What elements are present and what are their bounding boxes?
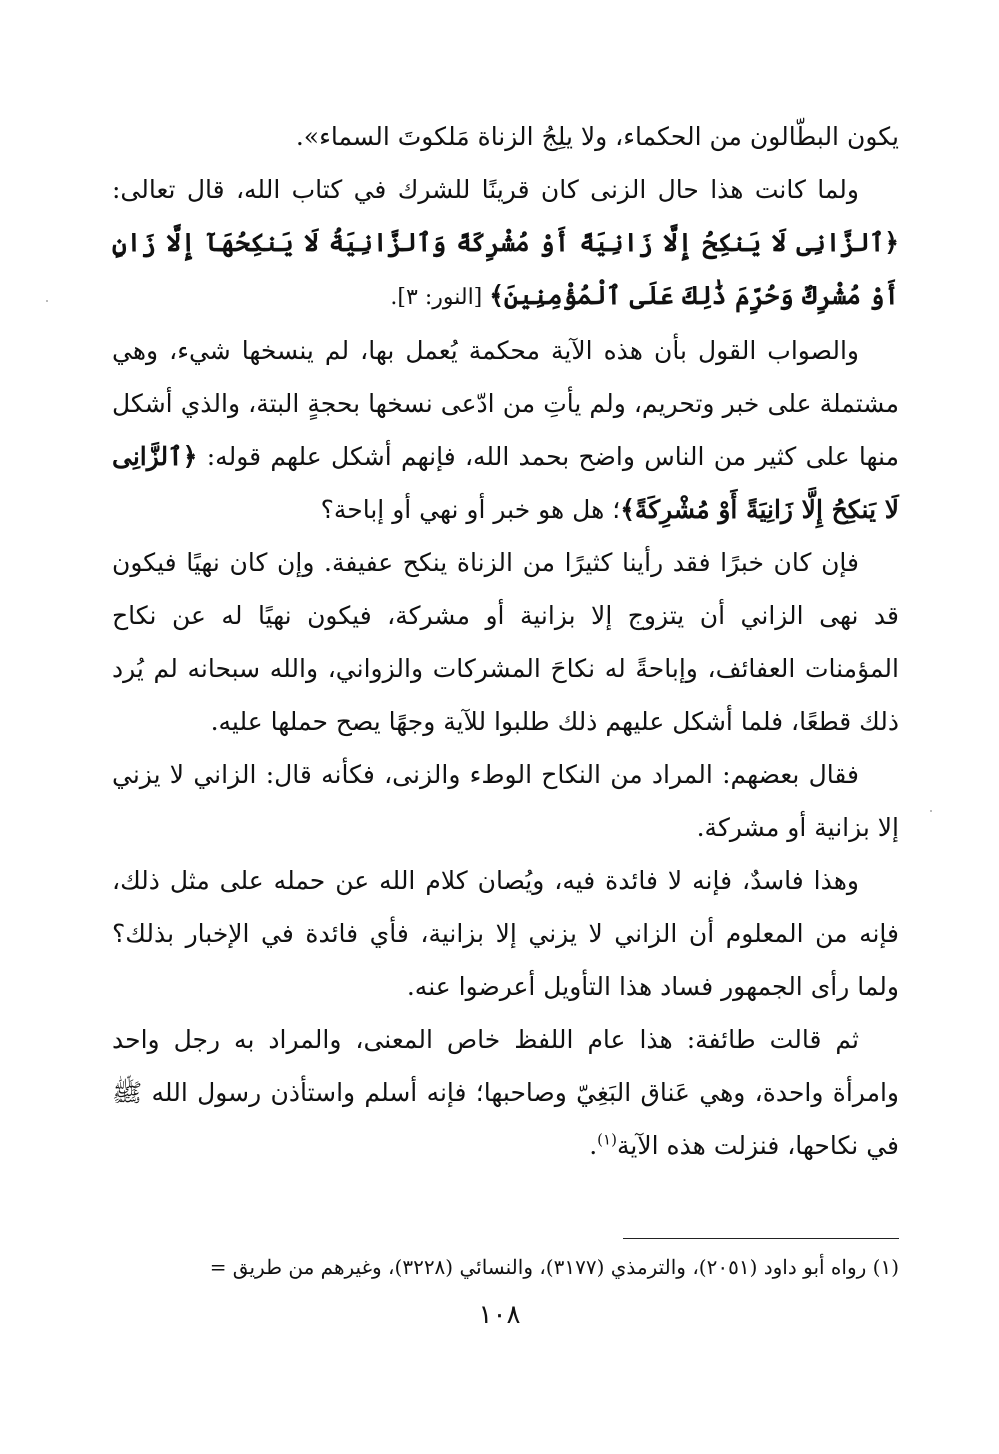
paragraph-text: ؛ هل هو خبر أو نهي أو إباحة؟: [320, 495, 621, 524]
paragraph-text: وهذا فاسدٌ، فإنه لا فائدة فيه، ويُصان كلام الله عن حمله على مثل ذلك، فإنه من المعلوم أن الزاني لا يزني إلا بزانية، فأي فائدة في الإخبار بذلك؟ ولما رأى الجمهور فساد هذا التأويل أعرضوا عنه.: [112, 866, 899, 1001]
verse-reference: [النور: ٣].: [390, 285, 490, 310]
quran-verse: ﴿ٱلزَّانِى لَا يَنكِحُ إِلَّا زَانِيَةً أَوْ مُشْرِكَةً وَٱلزَّانِيَةُ لَا يَنكِحُهَآ إِلَّا زَانٍ أَوْ مُشْرِكٌ وَحُرِّمَ ذَٰلِكَ عَلَى ٱلْمُؤْمِنِينَ﴾: [112, 228, 899, 310]
paragraph: [112, 324, 899, 536]
paragraph-text: فقال بعضهم: المراد من النكاح الوطء والزنى، فكأنه قال: الزاني لا يزني إلا بزانية أو مشركة.: [112, 760, 899, 842]
footnote-marker: (١): [597, 1130, 617, 1149]
main-text: [112, 110, 899, 1172]
paragraph: [112, 163, 899, 324]
quran-verse: ﴿ٱلزَّانِى لَا يَنكِحُ إِلَّا زَانِيَةً أَوْ مُشْرِكَةً﴾: [112, 442, 899, 524]
paragraph: [112, 854, 899, 1013]
paragraph-text: فإن كان خبرًا فقد رأينا كثيرًا من الزناة ينكح عفيفة. وإن كان نهيًا فيكون قد نهى الزاني أن يتزوج إلا بزانية أو مشركة، فيكون نهيًا له عن نكاح المؤمنات العفائف، وإباحةً له نكاحَ المشركات والزواني، والله سبحانه لم يُرد ذلك قطعًا، فلما أشكل عليهم ذلك طلبوا للآية وجهًا يصح حملها عليه.: [112, 548, 899, 736]
page-number: ١٠٨: [478, 1300, 521, 1330]
paragraph: [112, 110, 899, 163]
paragraph: [112, 536, 899, 748]
scan-speck: [930, 810, 932, 812]
paragraph-text: يكون البطّالون من الحكماء، ولا يلِجُ الزناة مَلكوتَ السماء».: [295, 122, 899, 151]
scan-speck: [46, 300, 48, 302]
footnote: (١) رواه أبو داود (٢٠٥١)، والترمذي (٣١٧٧)، والنسائي (٣٢٢٨)، وغيرهم من طريق =: [209, 1255, 899, 1279]
paragraph-text: .: [589, 1131, 598, 1160]
paragraph: [112, 1013, 899, 1172]
paragraph-text: ولما كانت هذا حال الزنى كان قرينًا للشرك في كتاب الله، قال تعالى:: [112, 175, 859, 204]
paragraph-text: ثم قالت طائفة: هذا عام اللفظ خاص المعنى، والمراد به رجل واحد وامرأة واحدة، وهي عَناق البَغِيّ وصاحبها؛ فإنه أسلم واستأذن رسول الله ﷺ في نكاحها، فنزلت هذه الآية: [112, 1025, 899, 1160]
paragraph: [112, 748, 899, 854]
footnote-separator: [623, 1238, 899, 1239]
paragraph-text: والصواب القول بأن هذه الآية محكمة يُعمل بها، لم ينسخها شيء، وهي مشتملة على خبر وتحريم، ولم يأتِ من ادّعى نسخها بحجةٍ البتة، والذي أشكل منها على كثير من الناس واضح بحمد الله، فإنهم أشكل علهم قوله:: [112, 336, 899, 471]
